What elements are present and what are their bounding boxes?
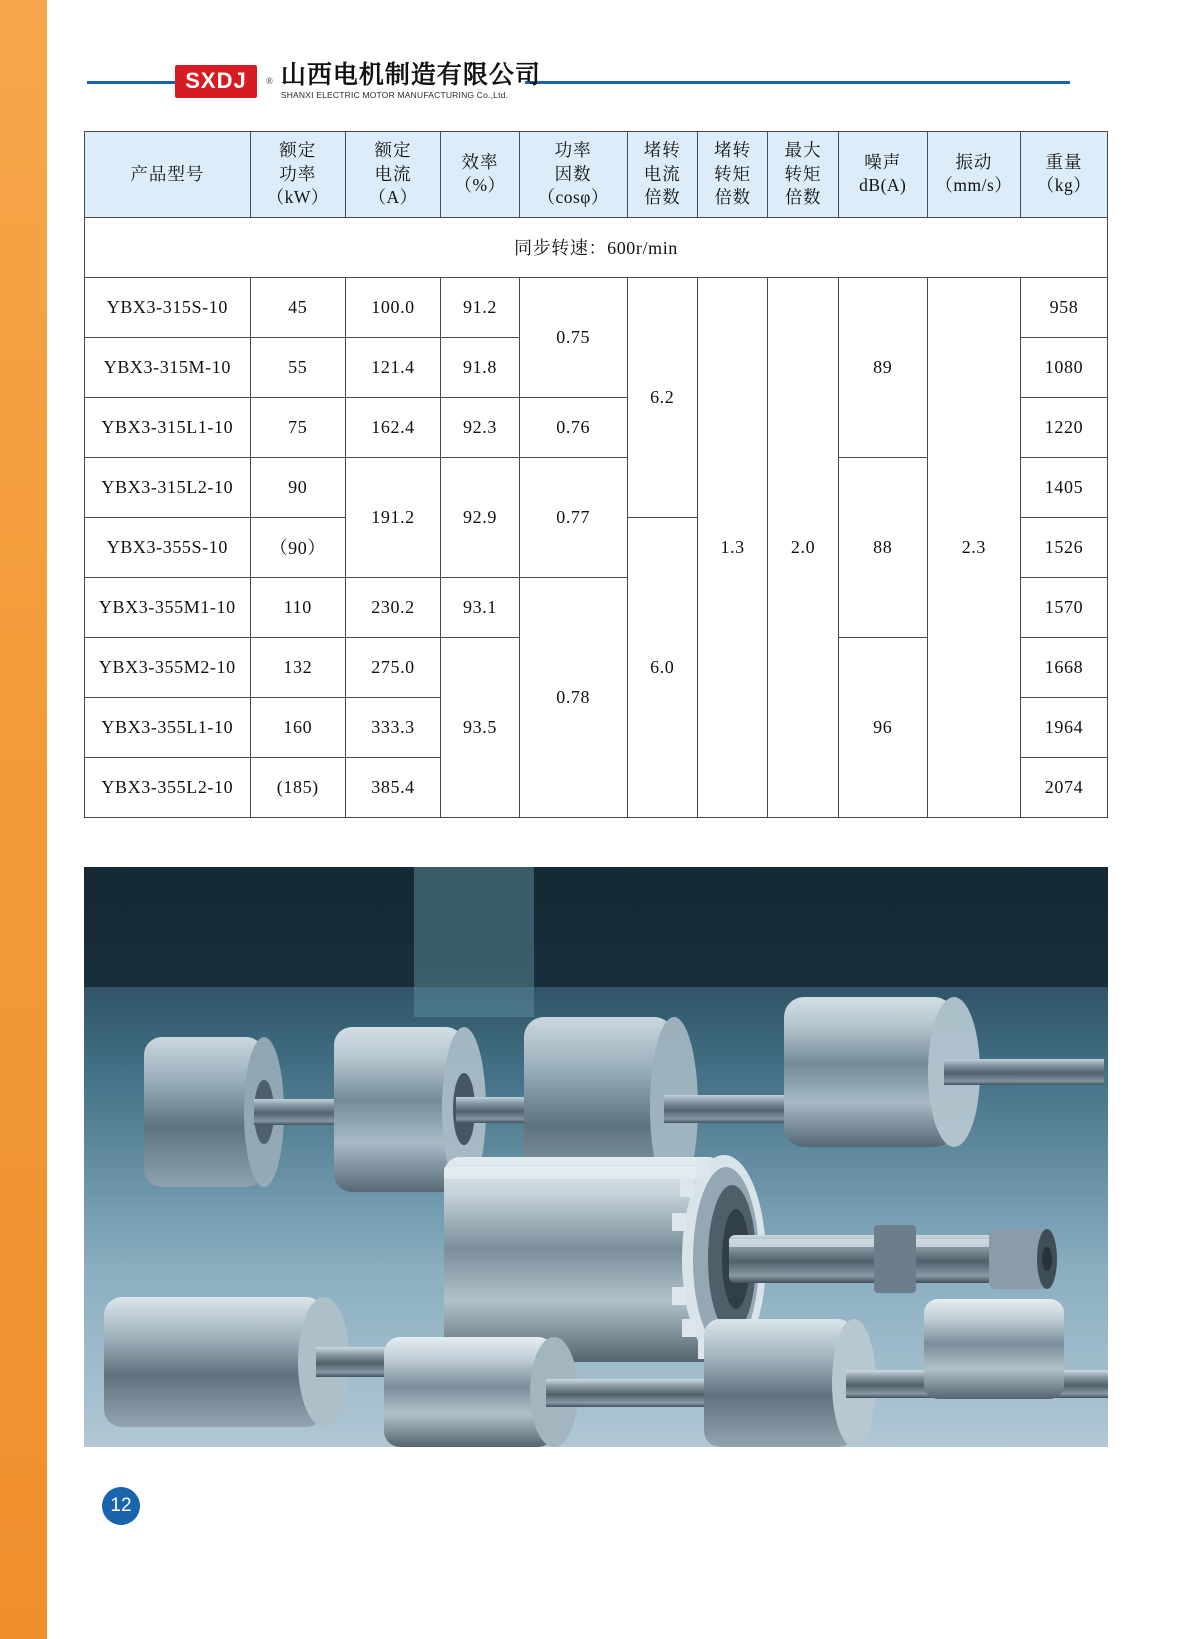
cell-power: 90 <box>250 457 345 517</box>
page-header <box>47 52 1200 112</box>
cell-weight: 958 <box>1020 277 1107 337</box>
company-name-en: SHANXI ELECTRIC MOTOR MANUFACTURING Co.,Ltd. <box>280 90 509 101</box>
cell-weight: 1080 <box>1020 337 1107 397</box>
cell-current: 191.2 <box>345 457 440 577</box>
registered-mark-icon: ® <box>266 76 273 87</box>
cell-model: YBX3-315L2-10 <box>85 457 251 517</box>
col-header-model: 产品型号 <box>85 132 251 218</box>
cell-power: 75 <box>250 397 345 457</box>
table-row <box>85 277 1108 337</box>
cell-efficiency: 93.1 <box>441 577 520 637</box>
cell-power: 45 <box>250 277 345 337</box>
cell-power: 132 <box>250 637 345 697</box>
cell-efficiency: 93.5 <box>441 637 520 817</box>
cell-noise-88: 88 <box>838 457 927 637</box>
cell-efficiency: 91.8 <box>441 337 520 397</box>
cell-noise-89: 89 <box>838 277 927 457</box>
table-section-row <box>85 217 1108 277</box>
cell-efficiency: 91.2 <box>441 277 520 337</box>
cell-model: YBX3-315L1-10 <box>85 397 251 457</box>
header-rule-right <box>525 81 1070 84</box>
cell-power: 110 <box>250 577 345 637</box>
col-header-power-factor: 功率 因数 （cosφ） <box>519 132 627 218</box>
cell-model: YBX3-355M2-10 <box>85 637 251 697</box>
cell-vibration: 2.3 <box>927 277 1020 817</box>
cell-weight: 2074 <box>1020 757 1107 817</box>
cell-weight: 1964 <box>1020 697 1107 757</box>
cell-efficiency: 92.3 <box>441 397 520 457</box>
cell-lr-current-62: 6.2 <box>627 277 697 517</box>
cell-current: 385.4 <box>345 757 440 817</box>
cell-model: YBX3-355S-10 <box>85 517 251 577</box>
cell-lr-torque: 1.3 <box>697 277 767 817</box>
page-number-badge: 12 <box>102 1487 140 1525</box>
cell-weight: 1668 <box>1020 637 1107 697</box>
col-header-rated-power: 额定 功率 （kW） <box>250 132 345 218</box>
cell-power-factor-076: 0.76 <box>519 397 627 457</box>
col-header-rated-current: 额定 电流 （A） <box>345 132 440 218</box>
col-header-locked-rotor-torque: 堵转 转矩 倍数 <box>697 132 767 218</box>
cell-current: 275.0 <box>345 637 440 697</box>
cell-power: 160 <box>250 697 345 757</box>
col-header-vibration: 振动 （mm/s） <box>927 132 1020 218</box>
cell-weight: 1570 <box>1020 577 1107 637</box>
cell-power: （90） <box>250 517 345 577</box>
cell-current: 333.3 <box>345 697 440 757</box>
cell-power: (185) <box>250 757 345 817</box>
cell-model: YBX3-355L2-10 <box>85 757 251 817</box>
cell-model: YBX3-315M-10 <box>85 337 251 397</box>
cell-max-torque: 2.0 <box>768 277 838 817</box>
logo-mark: SXDJ <box>175 65 257 98</box>
cell-power-factor-077: 0.77 <box>519 457 627 577</box>
section-title-sync-speed: 同步转速：600r/min <box>85 217 1108 277</box>
company-name-cn: 山西电机制造有限公司 <box>280 61 541 89</box>
rotor-production-photo <box>84 867 1108 1447</box>
cell-noise-96: 96 <box>838 637 927 817</box>
cell-weight: 1220 <box>1020 397 1107 457</box>
photo-illustration <box>84 867 1108 1447</box>
cell-current: 121.4 <box>345 337 440 397</box>
cell-power-factor-075: 0.75 <box>519 277 627 397</box>
cell-model: YBX3-315S-10 <box>85 277 251 337</box>
table-header-row <box>85 132 1108 218</box>
spec-table-wrapper <box>84 131 1108 818</box>
page-side-bar <box>0 0 47 1639</box>
cell-power-factor-078: 0.78 <box>519 577 627 817</box>
cell-model: YBX3-355M1-10 <box>85 577 251 637</box>
cell-lr-current-60-upper: 6.0 <box>627 517 697 817</box>
cell-weight: 1405 <box>1020 457 1107 517</box>
cell-current: 100.0 <box>345 277 440 337</box>
col-header-noise: 噪声 dB(A) <box>838 132 927 218</box>
col-header-efficiency: 效率 （%） <box>441 132 520 218</box>
cell-efficiency: 92.9 <box>441 457 520 577</box>
cell-weight: 1526 <box>1020 517 1107 577</box>
header-rule-left <box>87 81 177 84</box>
col-header-max-torque: 最大 转矩 倍数 <box>768 132 838 218</box>
col-header-weight: 重量 （kg） <box>1020 132 1107 218</box>
cell-power: 55 <box>250 337 345 397</box>
cell-current: 162.4 <box>345 397 440 457</box>
company-logo <box>175 62 541 100</box>
page-content <box>47 0 1200 1639</box>
cell-model: YBX3-355L1-10 <box>85 697 251 757</box>
motor-spec-table <box>84 131 1108 818</box>
col-header-locked-rotor-current: 堵转 电流 倍数 <box>627 132 697 218</box>
cell-current: 230.2 <box>345 577 440 637</box>
